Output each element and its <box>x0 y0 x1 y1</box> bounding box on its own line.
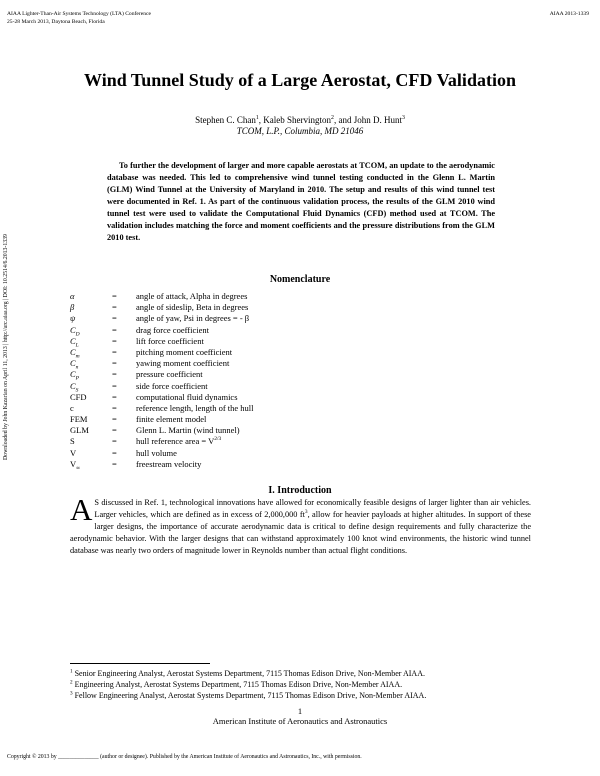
author-3-mark: 3 <box>401 115 405 121</box>
intro-text-2: , allow for heavier payloads at higher altitudes. In support of these larger designs, the importance of accurate aerodynamic data is critical to define design requirements and fully characterize the aerodynamic behavior. With the larger designs that can withstand approximately 100 knot wind environments, the historic wind tunnel database was nearly two orders of magnitude lower in Reynolds number than actual flight conditions. <box>70 510 531 555</box>
nomenclature-symbol: $C_m$ <box>70 346 80 360</box>
author-2: , Kaleb Shervington <box>258 115 332 125</box>
nomenclature-row <box>70 459 254 470</box>
nomenclature-symbol: β <box>70 302 75 313</box>
nomenclature-equals: = <box>112 335 117 346</box>
author-3: , and John D. Hunt <box>333 115 402 125</box>
footnote-1-text: Senior Engineering Analyst, Aerostat Systems Department, 7115 Thomas Edison Drive, Non-Member AIAA. <box>72 669 425 678</box>
nomenclature-equals: = <box>112 302 117 313</box>
nomenclature-definition: angle of yaw, Psi in degrees = - β <box>136 313 250 324</box>
nomenclature-equals: = <box>112 436 117 447</box>
nomenclature-symbol: ψ <box>70 313 76 324</box>
footnote-2 <box>70 679 426 690</box>
footnote-1-mark: 1 <box>70 668 73 675</box>
nomenclature-row <box>70 347 254 358</box>
nomenclature-definition: drag force coefficient <box>136 324 209 335</box>
footnote-2-text: Engineering Analyst, Aerostat Systems Department, 7115 Thomas Edison Drive, Non-Member AIAA. <box>72 680 403 689</box>
nomenclature-symbol: $C_S$ <box>70 380 79 394</box>
author-2-mark: 2 <box>331 115 334 121</box>
nomenclature-equals: = <box>112 380 117 391</box>
nomenclature-symbol: $C_D$ <box>70 324 80 338</box>
nomenclature-row <box>70 414 254 425</box>
nomenclature-definition: yawing moment coefficient <box>136 358 230 369</box>
nomenclature-equals: = <box>112 369 117 380</box>
nomenclature-equals: = <box>112 447 117 458</box>
nomenclature-symbol: $V_\infty$ <box>70 458 81 472</box>
nomenclature-definition: computational fluid dynamics <box>136 391 238 402</box>
nomenclature-row <box>70 436 254 447</box>
nomenclature-row <box>70 369 254 380</box>
nomenclature-row <box>70 313 254 324</box>
paper-title: Wind Tunnel Study of a Large Aerostat, CFD Validation <box>84 70 516 90</box>
nomenclature-equals: = <box>112 291 117 301</box>
section-title: I. Introduction <box>268 485 332 496</box>
nomenclature-definition: hull volume <box>136 447 177 458</box>
nomenclature-symbol: S <box>70 436 75 447</box>
nomenclature-definition: finite element model <box>136 414 207 425</box>
nomenclature-equals: = <box>112 425 117 436</box>
nomenclature-row <box>70 381 254 392</box>
nomenclature-symbol: GLM <box>70 425 89 436</box>
nomenclature-definition: reference length, length of the hull <box>136 402 254 413</box>
abstract: To further the development of larger and more capable aerostats at TCOM, an update to the aerodynamic database was needed. This led to comprehensive wind tunnel testing conducted in the Glenn L. Martin (GLM) Wind Tunnel at the University of Maryland in 2010. The setup and results of this wind tunnel test were documented in Ref. 1. As part of the continuous validation process, the results of the GLM 2010 wind tunnel test were used to validate the Computational Fluid Dynamics (CFD) method used at TCOM. The validation includes matching the force and moment coefficients and the pressure distributions from the GLM 2010 test. <box>107 161 495 242</box>
nomenclature-definition: side force coefficient <box>136 380 208 391</box>
nomenclature-row <box>70 358 254 369</box>
nomenclature-definition: freestream velocity <box>136 458 202 469</box>
copyright-notice: Copyright © 2013 by ______________ (author or designee). Published by the American Institute of Aeronautics and Astronautics, Inc., with permission. <box>7 754 362 760</box>
organization: American Institute of Aeronautics and Astronautics <box>212 716 388 726</box>
nomenclature-definition: angle of attack, Alpha in degrees <box>136 291 248 301</box>
nomenclature-row <box>70 336 254 347</box>
nomenclature-equals: = <box>112 324 117 335</box>
nomenclature-title: Nomenclature <box>269 274 331 285</box>
author-1-mark: 1 <box>255 115 259 121</box>
footnote-divider <box>70 663 210 664</box>
nomenclature-symbol: V <box>70 447 77 458</box>
nomenclature-row <box>70 448 254 459</box>
nomenclature-equals: = <box>112 313 117 324</box>
intro-text-sup: 3 <box>304 509 308 516</box>
nomenclature-row <box>70 291 254 302</box>
nomenclature-equals: = <box>112 358 117 369</box>
conference-name: AIAA Lighter-Than-Air Systems Technology (LTA) Conference <box>7 11 151 17</box>
nomenclature-symbol: $C_P$ <box>70 369 80 382</box>
nomenclature-symbol: c <box>70 402 74 413</box>
nomenclature-definition: Glenn L. Martin (wind tunnel) <box>136 425 240 436</box>
conference-header <box>7 10 151 26</box>
download-sidebar: Downloaded by John Kazarian on April 11, 2013 | http://arc.aiaa.org | DOI: 10.2514/6.2013-1339 <box>3 234 9 460</box>
intro-text-1: S discussed in Ref. 1, technological innovations have allowed for economically feasible designs of larger lighter than air vehicles. Larger vehicles, which are defined as in excess of 2,000,000 ft <box>94 498 531 519</box>
footnotes <box>70 668 426 701</box>
drop-cap: A <box>70 492 93 527</box>
footnote-3 <box>70 690 426 701</box>
conference-date-location: 25-28 March 2013, Daytona Beach, Florida <box>7 19 105 25</box>
footnote-1 <box>70 668 426 679</box>
nomenclature-definition: pitching moment coefficient <box>136 346 233 357</box>
affiliation: TCOM, L.P., Columbia, MD 21046 <box>236 126 364 136</box>
nomenclature-symbol: $C_L$ <box>70 335 79 349</box>
nomenclature-symbol: $C_n$ <box>70 358 79 371</box>
nomenclature-equals: = <box>112 346 117 357</box>
nomenclature-definition: angle of sideslip, Beta in degrees <box>136 302 249 313</box>
footnote-2-mark: 2 <box>70 679 73 686</box>
nomenclature-equals: = <box>112 458 117 469</box>
nomenclature-definition: pressure coefficient <box>136 369 203 380</box>
nomenclature-row <box>70 403 254 414</box>
nomenclature-row <box>70 325 254 336</box>
nomenclature-equals: = <box>112 402 117 413</box>
page-number: 1 <box>297 706 303 716</box>
nomenclature-row <box>70 302 254 313</box>
footnote-3-mark: 3 <box>70 690 73 697</box>
nomenclature-row <box>70 392 254 403</box>
nomenclature-equals: = <box>112 414 117 425</box>
nomenclature-symbol: CFD <box>70 391 87 402</box>
author-1: Stephen C. Chan <box>195 115 256 125</box>
nomenclature-equals: = <box>112 391 117 402</box>
nomenclature-symbol: FEM <box>70 414 88 425</box>
author-list <box>0 115 600 126</box>
nomenclature-symbol: α <box>70 291 75 301</box>
nomenclature-definition: hull reference area = $V^{2/3}$ <box>136 436 222 447</box>
nomenclature-list <box>70 291 254 470</box>
footnote-3-text: Fellow Engineering Analyst, Aerostat Systems Department, 7115 Thomas Edison Drive, Non-Member AIAA. <box>72 691 427 700</box>
nomenclature-definition: lift force coefficient <box>136 335 204 346</box>
nomenclature-row <box>70 425 254 436</box>
paper-id: AIAA 2013-1339 <box>549 11 589 17</box>
intro-paragraph <box>70 492 531 557</box>
